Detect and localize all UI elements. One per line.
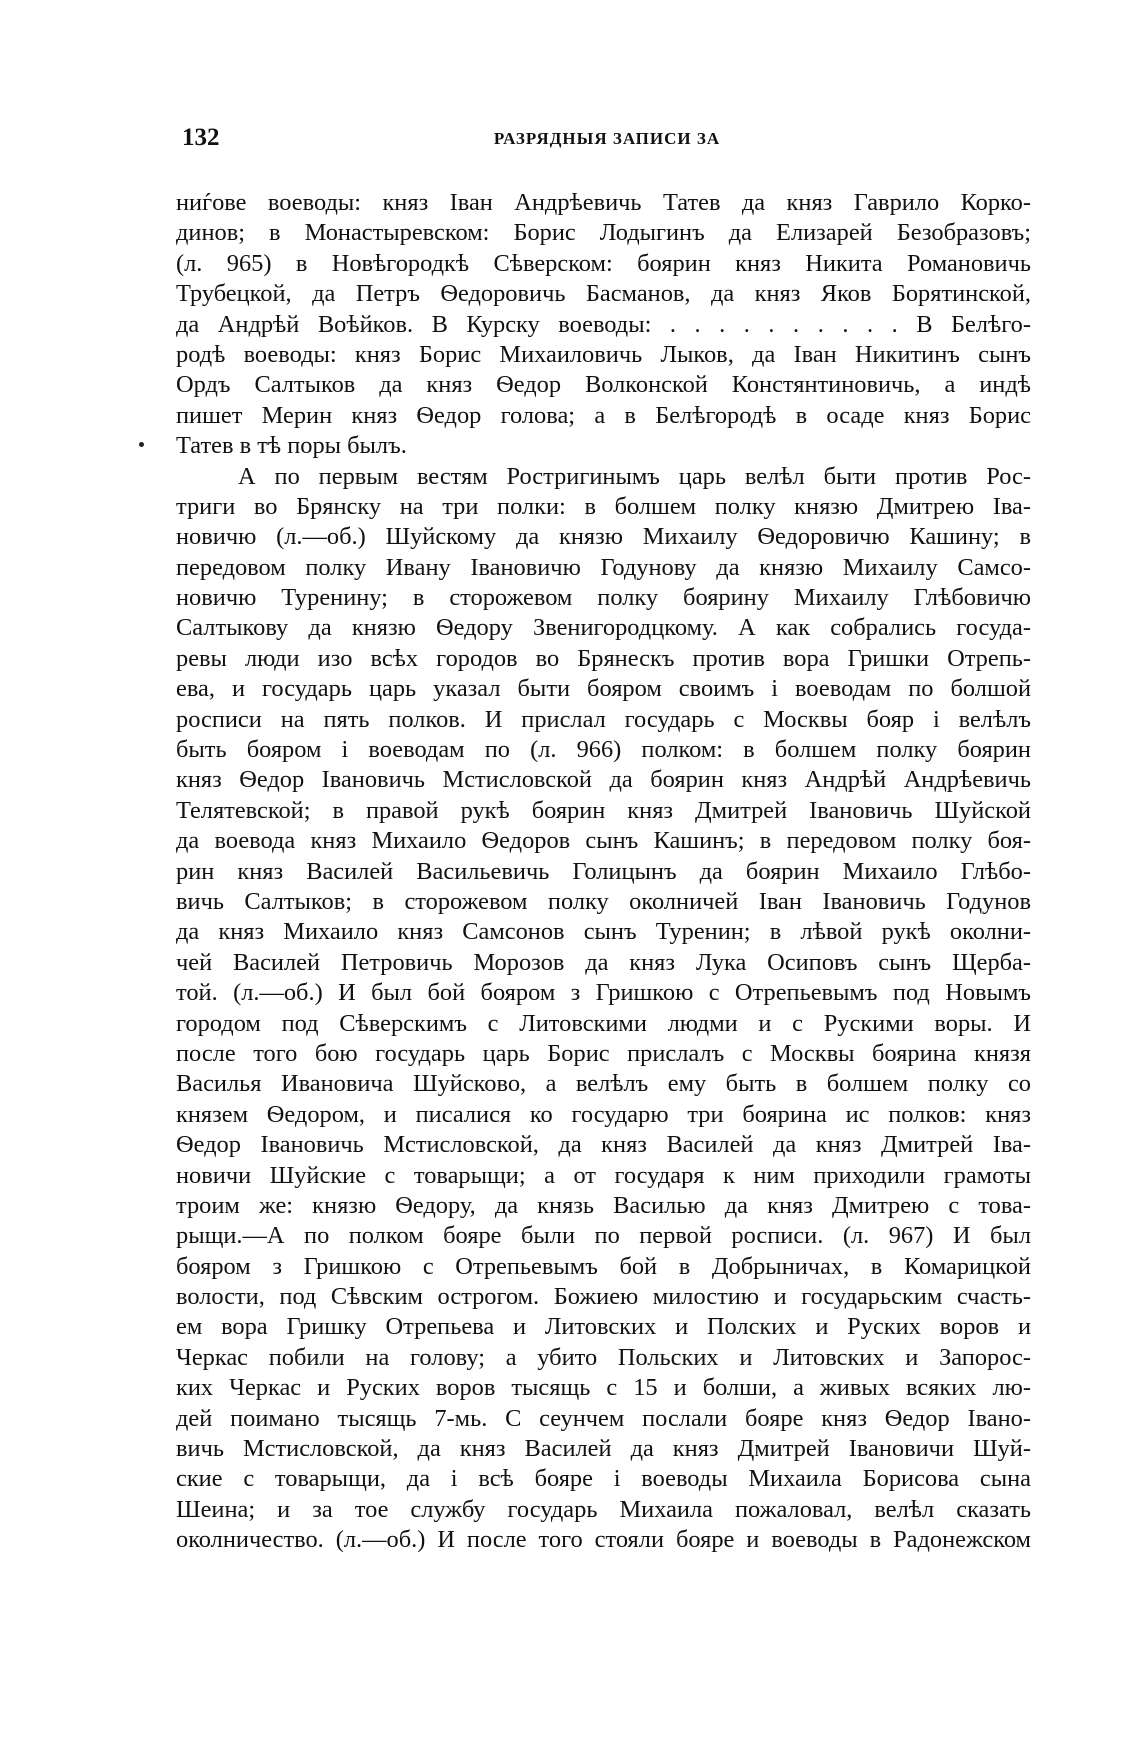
- text-line: Шеина; и за тое службу государь Михаила пожаловал, велѣл сказать: [176, 1495, 1031, 1523]
- text-line: Татев в тѣ поры былъ.: [176, 432, 407, 460]
- text-line: да княз Михаило княз Самсонов сынъ Туренин; в лѣвой рукѣ околни-: [176, 918, 1031, 946]
- text-line: ева, и государь царь указал быти бояром своимъ і воеводам по болшой: [176, 675, 1031, 703]
- page-number: 132: [182, 124, 220, 151]
- text-line: Трубецкой, да Петръ Ѳедоровичь Басманов, да княз Яков Борятинской,: [176, 280, 1031, 308]
- text-line: троим же: князю Ѳедору, да князь Василью да княз Дмитрею с това-: [176, 1191, 1031, 1219]
- text-line: (л. 965) в Новѣгородкѣ Сѣверском: боярин княз Никита Романовичь: [176, 249, 1031, 277]
- text-line: Телятевской; в правой рукѣ боярин княз Дмитрей Івановичь Шуйской: [176, 796, 1031, 824]
- text-line: ские с товарыщи, да і всѣ бояре і воеводы Михаила Борисова сына: [176, 1465, 1031, 1493]
- text-line: новичю (л.—об.) Шуйскому да князю Михаилу Ѳедоровичю Кашину; в: [176, 523, 1031, 551]
- margin-dot-mark: [139, 442, 144, 447]
- text-line: дей поимано тысящь 7-мь. С сеунчем послали бояре княз Ѳедор Івано-: [176, 1404, 1031, 1432]
- text-line: росписи на пять полков. И прислал государь с Москвы бояр і велѣлъ: [176, 705, 1031, 733]
- text-line: после того бою государь царь Борис прислалъ с Москвы боярина князя: [176, 1039, 1031, 1067]
- text-line: бояром з Гришкою с Отрепьевымъ бой в Добрыничах, в Комарицкой: [176, 1252, 1031, 1280]
- text-line: вичь Салтыков; в сторожевом полку околничей Іван Івановичь Годунов: [176, 887, 1031, 915]
- text-line: ревы люди изо всѣх городов во Брянескъ против вора Гришки Отрепь-: [176, 644, 1031, 672]
- text-line: быть бояром і воеводам по (л. 966) полком: в болшем полку боярин: [176, 736, 1031, 764]
- running-head: [182, 124, 1032, 158]
- text-line: ких Черкас и Руских воров тысящь с 15 и болши, а живых всяких лю-: [176, 1374, 1031, 1402]
- running-title: РАЗРЯДНЫЯ ЗАПИСИ ЗА: [493, 129, 721, 148]
- text-line: динов; в Монастыревском: Борис Лодыгинъ да Елизарей Безобразовъ;: [176, 219, 1031, 247]
- text-line: Ѳедор Івановичь Мстисловской, да княз Василей да княз Дмитрей Іва-: [176, 1131, 1031, 1159]
- text-line: да Андрѣй Воѣйков. В Курску воеводы: . . . . . . . . . . В Белѣго-: [176, 310, 1031, 338]
- text-line: Василья Ивановича Шуйсково, а велѣлъ ему быть в болшем полку со: [176, 1070, 1031, 1098]
- text-line: Салтыкову да князю Ѳедору Звенигородцкому. А как собрались госуда-: [176, 614, 1031, 642]
- text-line: [176, 1556, 1031, 1586]
- text-line: передовом полку Ивану Івановичю Годунову да князю Михаилу Самсо-: [176, 553, 1031, 581]
- text-line: той. (л.—об.) И был бой бояром з Гришкою с Отрепьевымъ под Новымъ: [176, 979, 1031, 1007]
- text-line: князем Ѳедором, и писалися ко государю три боярина ис полков: княз: [176, 1100, 1031, 1128]
- text-line: триги во Брянску на три полки: в болшем полку князю Дмитрею Іва-: [176, 492, 1031, 520]
- text-line: княз Ѳедор Івановичь Мстисловской да боярин княз Андрѣй Андрѣевичь: [176, 766, 1031, 794]
- body-text: [176, 188, 1031, 1586]
- text-line: рин княз Василей Васильевичь Голицынъ да боярин Михаило Глѣбо-: [176, 857, 1031, 885]
- text-line: вичь Мстисловской, да княз Василей да княз Дмитрей Івановичи Шуй-: [176, 1435, 1031, 1463]
- text-line: рыщи.—А по полком бояре были по первой росписи. (л. 967) И был: [176, 1222, 1031, 1250]
- text-line: пишет Мерин княз Ѳедор голова; а в Белѣгородѣ в осаде княз Борис: [176, 401, 1031, 429]
- text-line: Ордъ Салтыков да княз Ѳедор Волконской Констянтиновичь, а индѣ: [176, 371, 1031, 399]
- text-line: городом под Сѣверскимъ с Литовскими людми и с Рускими воры. И: [176, 1009, 1031, 1037]
- text-line: новичю Туренину; в сторожевом полку боярину Михаилу Глѣбовичю: [176, 584, 1031, 612]
- text-line: ем вора Гришку Отрепьева и Литовских и Полских и Руских воров и: [176, 1313, 1031, 1341]
- text-line: чей Василей Петровичь Морозов да княз Лука Осиповъ сынъ Щерба-: [176, 948, 1031, 976]
- text-line: волости, под Сѣвским острогом. Божиею милостию и государьским счасть-: [176, 1283, 1031, 1311]
- text-line: околничество. (л.—об.) И после того стояли бояре и воеводы в Радонежском: [176, 1526, 1031, 1554]
- text-line: родѣ воеводы: княз Борис Михаиловичь Лыков, да Іван Никитинъ сынъ: [176, 340, 1031, 368]
- text-line: да воевода княз Михаило Ѳедоров сынъ Кашинъ; в передовом полку боя-: [176, 827, 1031, 855]
- text-line: ниѓове воеводы: княз Іван Андрѣевичь Татев да княз Гаврило Корко-: [176, 189, 1031, 216]
- text-line: Черкас побили на голову; а убито Польских и Литовских и Запорос-: [176, 1343, 1031, 1371]
- text-line: А по первым вестям Ростригинымъ царь велѣл быти против Рос-: [238, 462, 1031, 490]
- text-line: новичи Шуйские с товарыщи; а от государя к ним приходили грамоты: [176, 1161, 1031, 1189]
